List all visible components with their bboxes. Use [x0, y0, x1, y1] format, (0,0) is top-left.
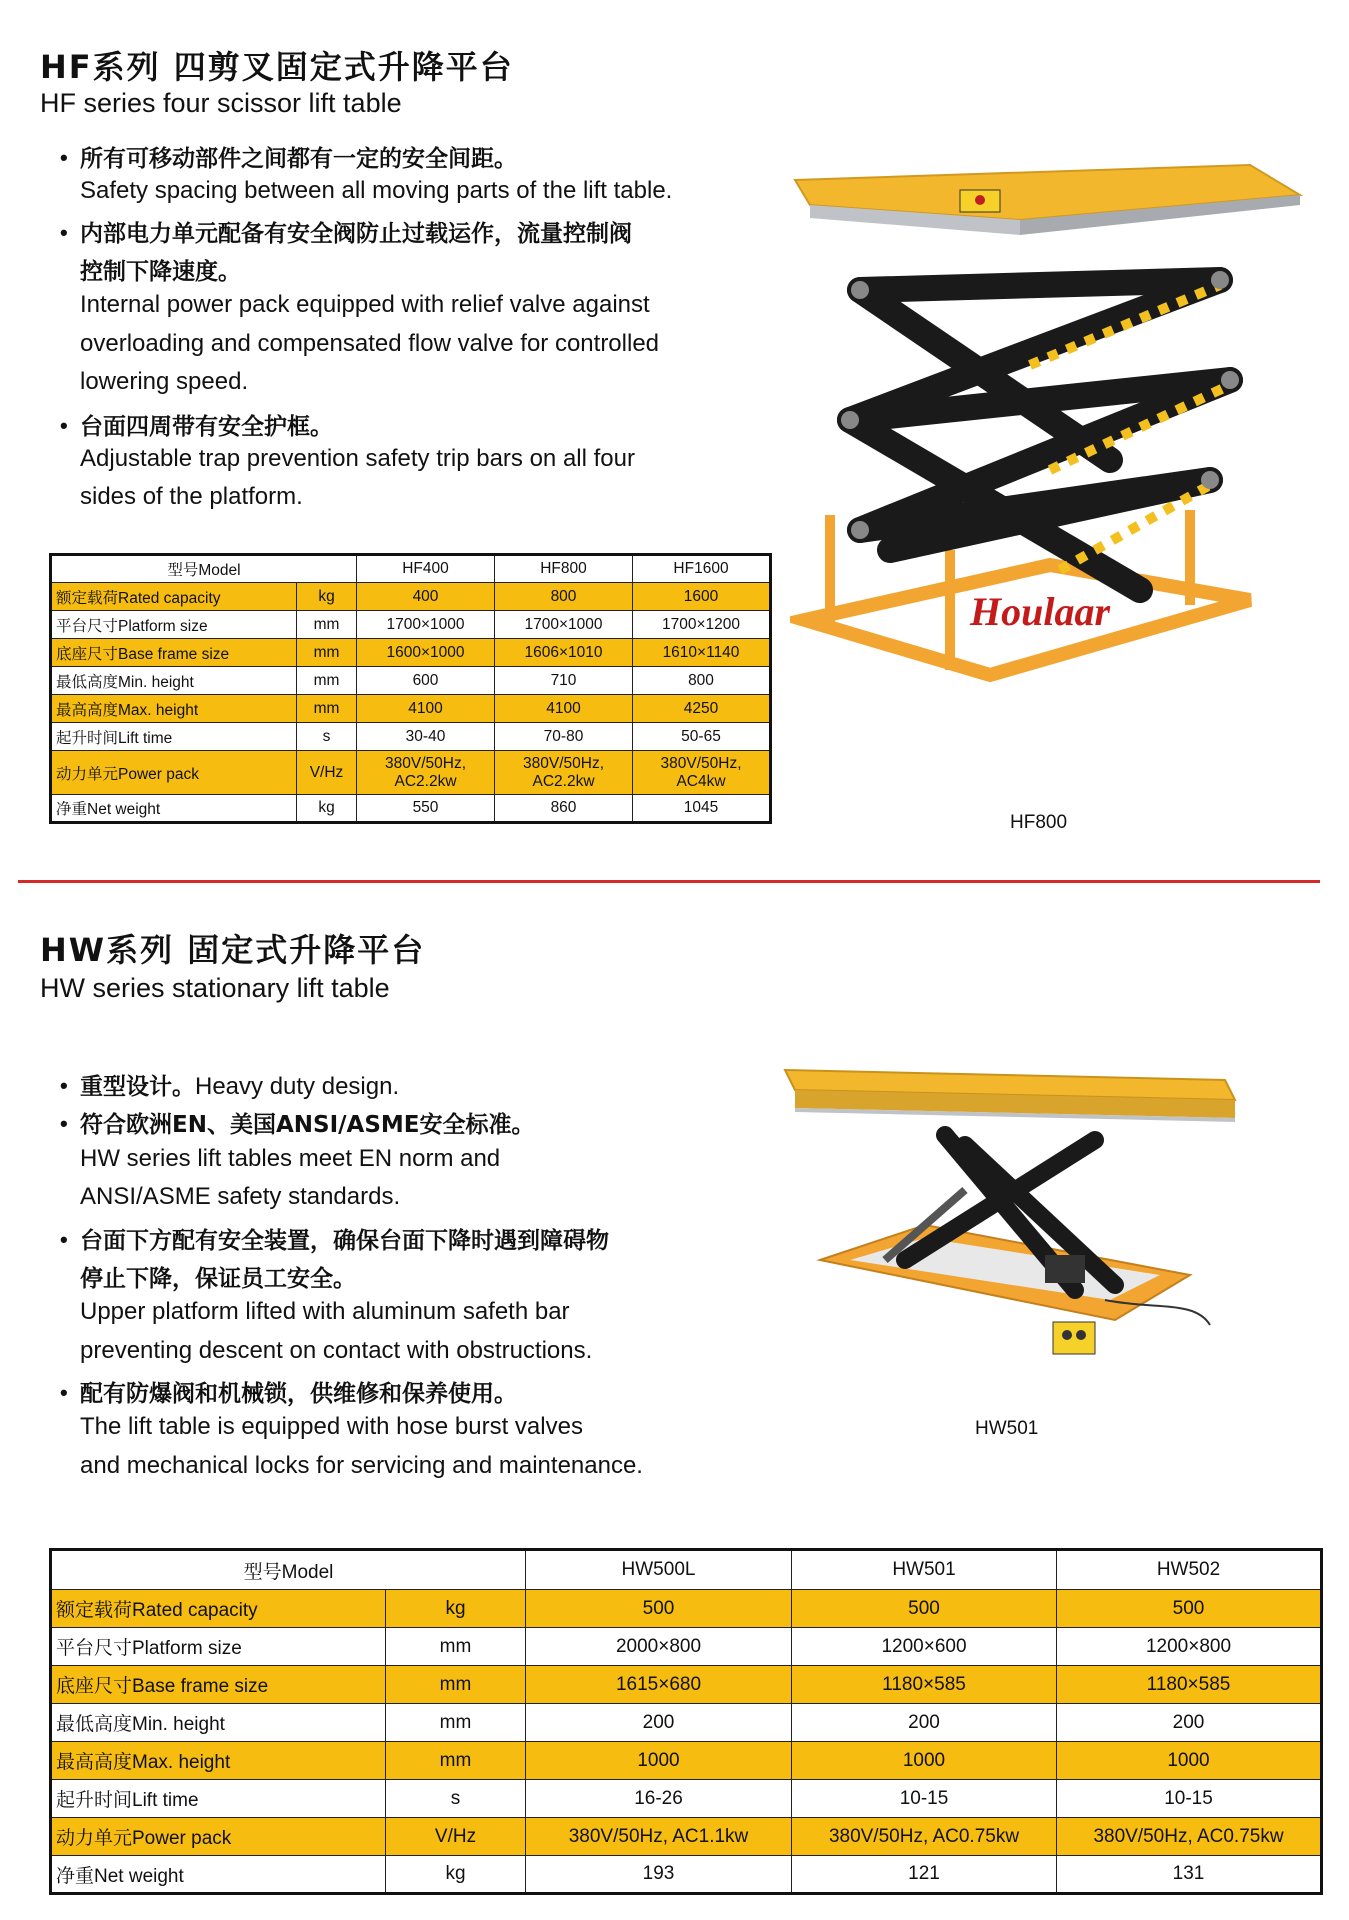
table-cell: 860: [495, 795, 633, 823]
row-label: 净重Net weight: [51, 1856, 386, 1894]
hw-bullet-3-en-2: preventing descent on contact with obstructions.: [80, 1337, 593, 1364]
table-row: [51, 751, 771, 795]
table-cell: 1045: [633, 795, 771, 823]
table-cell: 200: [526, 1704, 792, 1742]
row-label: 平台尺寸Platform size: [51, 611, 297, 639]
table-cell: 10-15: [792, 1780, 1057, 1818]
bullet-icon: •: [60, 413, 68, 438]
table-row: [51, 695, 771, 723]
table-cell: 2000×800: [526, 1628, 792, 1666]
hw-bullet-3-en-1: Upper platform lifted with aluminum safeth bar: [80, 1298, 570, 1325]
hw-spec-table: [49, 1548, 1323, 1895]
hf-title-cn: HF系列 四剪叉固定式升降平台: [40, 48, 514, 86]
table-row: [51, 1818, 1322, 1856]
table-header-row: [51, 555, 771, 583]
header-model-label: 型号Model: [51, 1550, 526, 1590]
bullet-icon: •: [60, 1227, 68, 1252]
hw-bullet-1-cn: 重型设计。: [80, 1074, 195, 1100]
table-cell: 600: [357, 667, 495, 695]
houlaar-logo: Houlaar: [970, 589, 1111, 634]
hf800-product-image: [790, 150, 1310, 750]
row-unit: mm: [386, 1666, 526, 1704]
hf-bullet-1-cn: 所有可移动部件之间都有一定的安全间距。: [80, 146, 517, 172]
row-label: 额定载荷Rated capacity: [51, 583, 297, 611]
table-cell: 1700×1000: [495, 611, 633, 639]
hf-bullet-2-cn: 内部电力单元配备有安全阀防止过载运作，流量控制阀: [80, 221, 632, 247]
table-cell: 131: [1057, 1856, 1322, 1894]
hf-bullet-2-en-1: Internal power pack equipped with relief valve against: [80, 291, 650, 318]
hf-bullet-3-cn: 台面四周带有安全护框。: [80, 414, 333, 440]
table-cell: 1200×600: [792, 1628, 1057, 1666]
row-label: 最高高度Max. height: [51, 695, 297, 723]
table-row: [51, 1590, 1322, 1628]
table-row: [51, 1780, 1322, 1818]
table-cell: 10-15: [1057, 1780, 1322, 1818]
hf-bullet-2-cn-2: 控制下降速度。: [80, 259, 241, 285]
table-row: [51, 723, 771, 751]
header-model: HW501: [792, 1550, 1057, 1590]
row-unit: s: [386, 1780, 526, 1818]
table-cell: 500: [1057, 1590, 1322, 1628]
bullet-icon: •: [60, 145, 68, 170]
table-cell: 800: [495, 583, 633, 611]
table-cell: 50-65: [633, 723, 771, 751]
hf-bullet-2-en-3: lowering speed.: [80, 368, 249, 395]
table-row: [51, 611, 771, 639]
row-unit: mm: [297, 695, 357, 723]
bullet-icon: •: [60, 1380, 68, 1405]
table-cell: 1600×1000: [357, 639, 495, 667]
header-model: HF1600: [633, 555, 771, 583]
row-label: 动力单元Power pack: [51, 1818, 386, 1856]
table-row: [51, 639, 771, 667]
table-cell: 380V/50Hz, AC0.75kw: [1057, 1818, 1322, 1856]
hw-image-caption: HW501: [975, 1418, 1039, 1439]
table-cell: 400: [357, 583, 495, 611]
table-row: [51, 1742, 1322, 1780]
hw-title-en: HW series stationary lift table: [40, 973, 390, 1003]
table-row: [51, 1704, 1322, 1742]
row-unit: mm: [297, 611, 357, 639]
row-label: 起升时间Lift time: [51, 723, 297, 751]
bullet-icon: •: [60, 220, 68, 245]
table-cell: 121: [792, 1856, 1057, 1894]
table-row: [51, 667, 771, 695]
table-cell: 1200×800: [1057, 1628, 1322, 1666]
hw-bullet-4-cn: 配有防爆阀和机械锁，供维修和保养使用。: [80, 1381, 517, 1407]
hf-bullet-3-en-2: sides of the platform.: [80, 483, 303, 510]
table-cell: 4250: [633, 695, 771, 723]
hw-bullet-2-cn: 符合欧洲EN、美国ANSI/ASME安全标准。: [80, 1112, 535, 1138]
row-label: 最高高度Max. height: [51, 1742, 386, 1780]
row-unit: mm: [386, 1704, 526, 1742]
table-cell: 200: [792, 1704, 1057, 1742]
table-cell: 1000: [1057, 1742, 1322, 1780]
hf-bullet-3-en-1: Adjustable trap prevention safety trip bars on all four: [80, 445, 635, 472]
table-row: [51, 583, 771, 611]
table-cell: 200: [1057, 1704, 1322, 1742]
row-label: 起升时间Lift time: [51, 1780, 386, 1818]
header-model: HF400: [357, 555, 495, 583]
row-label: 额定载荷Rated capacity: [51, 1590, 386, 1628]
row-unit: mm: [386, 1628, 526, 1666]
table-cell: 500: [526, 1590, 792, 1628]
row-unit: mm: [297, 639, 357, 667]
hw501-product-image: [775, 1060, 1255, 1370]
table-cell: 380V/50Hz, AC0.75kw: [792, 1818, 1057, 1856]
hw-bullet-4-en-1: The lift table is equipped with hose burst valves: [80, 1413, 583, 1440]
table-cell: 380V/50Hz, AC4kw: [633, 751, 771, 795]
row-unit: s: [297, 723, 357, 751]
table-cell: 380V/50Hz, AC2.2kw: [357, 751, 495, 795]
row-unit: V/Hz: [297, 751, 357, 795]
row-unit: V/Hz: [386, 1818, 526, 1856]
header-model: HW500L: [526, 1550, 792, 1590]
table-cell: 4100: [495, 695, 633, 723]
table-cell: 800: [633, 667, 771, 695]
row-unit: kg: [297, 795, 357, 823]
row-unit: kg: [386, 1856, 526, 1894]
table-row: [51, 1856, 1322, 1894]
hf-spec-table: [49, 553, 772, 824]
row-label: 平台尺寸Platform size: [51, 1628, 386, 1666]
section-divider: [18, 880, 1320, 883]
hw-title-cn: HW系列 固定式升降平台: [40, 931, 426, 969]
bullet-icon: •: [60, 1111, 68, 1136]
row-label: 动力单元Power pack: [51, 751, 297, 795]
table-cell: 1615×680: [526, 1666, 792, 1704]
hw-bullet-1: [80, 1068, 399, 1101]
table-cell: 1180×585: [792, 1666, 1057, 1704]
hw-bullet-1-en: Heavy duty design.: [195, 1073, 400, 1100]
hw-bullet-2-en-1: HW series lift tables meet EN norm and: [80, 1145, 501, 1172]
table-cell: 550: [357, 795, 495, 823]
row-unit: kg: [297, 583, 357, 611]
table-cell: 4100: [357, 695, 495, 723]
table-cell: 710: [495, 667, 633, 695]
table-row: [51, 1666, 1322, 1704]
hw-bullet-3-cn: 台面下方配有安全装置，确保台面下降时遇到障碍物: [80, 1228, 609, 1254]
table-cell: 380V/50Hz, AC1.1kw: [526, 1818, 792, 1856]
hf-bullet-1-en: Safety spacing between all moving parts of the lift table.: [80, 177, 673, 204]
row-label: 最低高度Min. height: [51, 667, 297, 695]
table-cell: 193: [526, 1856, 792, 1894]
row-label: 底座尺寸Base frame size: [51, 1666, 386, 1704]
table-cell: 1000: [526, 1742, 792, 1780]
table-cell: 30-40: [357, 723, 495, 751]
table-header-row: [51, 1550, 1322, 1590]
table-cell: 1700×1000: [357, 611, 495, 639]
bullet-icon: •: [60, 1073, 68, 1098]
row-unit: mm: [386, 1742, 526, 1780]
table-cell: 1000: [792, 1742, 1057, 1780]
header-model: HW502: [1057, 1550, 1322, 1590]
table-cell: 1600: [633, 583, 771, 611]
hw-bullet-4-en-2: and mechanical locks for servicing and maintenance.: [80, 1452, 643, 1479]
table-cell: 1700×1200: [633, 611, 771, 639]
hf-title-en: HF series four scissor lift table: [40, 88, 402, 118]
row-unit: kg: [386, 1590, 526, 1628]
table-cell: 16-26: [526, 1780, 792, 1818]
table-cell: 1606×1010: [495, 639, 633, 667]
table-cell: 1610×1140: [633, 639, 771, 667]
table-cell: 1180×585: [1057, 1666, 1322, 1704]
table-cell: 380V/50Hz, AC2.2kw: [495, 751, 633, 795]
hw-bullet-3-cn-2: 停止下降，保证员工安全。: [80, 1266, 356, 1292]
hf-image-caption: HF800: [1010, 812, 1068, 833]
row-label: 净重Net weight: [51, 795, 297, 823]
table-row: [51, 795, 771, 823]
table-cell: 500: [792, 1590, 1057, 1628]
hf-bullet-2-en-2: overloading and compensated flow valve for controlled: [80, 330, 660, 357]
header-model-label: 型号Model: [51, 555, 357, 583]
header-model: HF800: [495, 555, 633, 583]
row-label: 底座尺寸Base frame size: [51, 639, 297, 667]
table-cell: 70-80: [495, 723, 633, 751]
table-row: [51, 1628, 1322, 1666]
hw-bullet-2-en-2: ANSI/ASME safety standards.: [80, 1183, 401, 1210]
row-label: 最低高度Min. height: [51, 1704, 386, 1742]
row-unit: mm: [297, 667, 357, 695]
